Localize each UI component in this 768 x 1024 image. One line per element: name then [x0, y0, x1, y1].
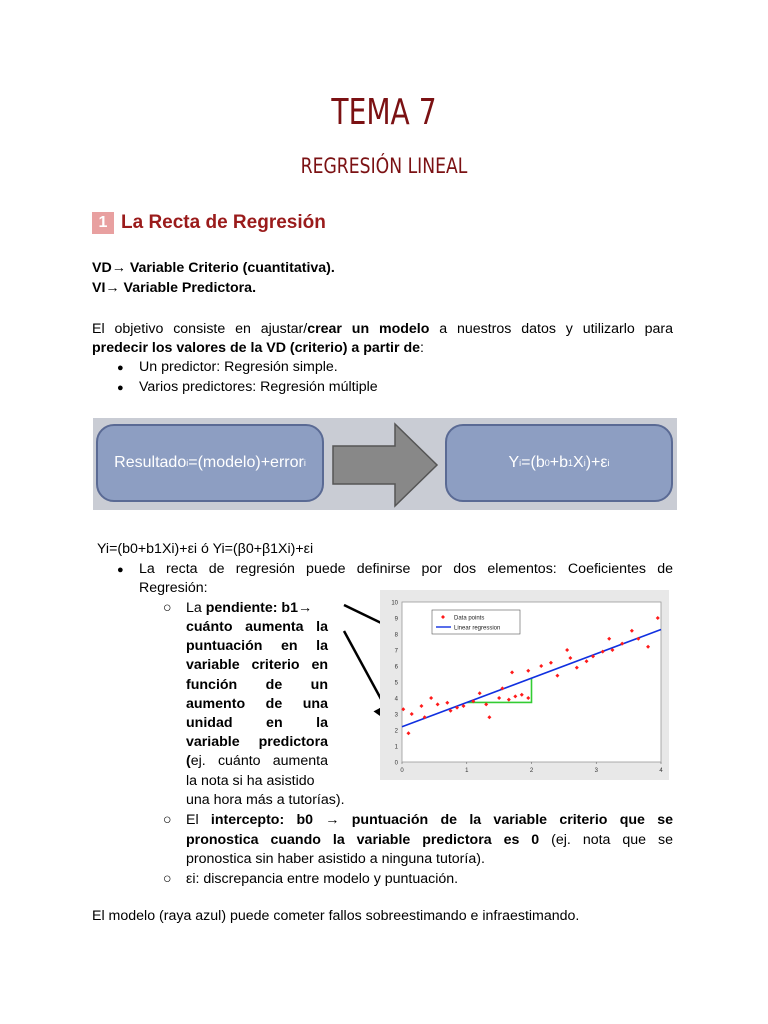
slope-line: aumento de una: [186, 695, 328, 712]
x-tick-label: 2: [529, 768, 534, 774]
x-tick-label: 0: [400, 768, 404, 774]
slope-example-1: (ej. cuánto aumenta: [186, 753, 328, 770]
recta-line-1: ● La recta de regresión puede definirse por dos elementos: Coeficientes de: [139, 560, 673, 579]
model-box-right: Y i =(b 0 +b 1 X i )+ε i: [445, 424, 673, 502]
y-tick-label: 0: [394, 760, 398, 767]
y-tick-label: 3: [394, 712, 398, 719]
legend-label: Data points: [454, 615, 485, 622]
objective-line-1: El objetivo consiste en ajustar/crear un modelo a nuestros datos y utilizarlo para: [92, 321, 673, 337]
y-tick-label: 6: [394, 664, 398, 671]
x-tick-label: 1: [465, 768, 469, 774]
final-line: El modelo (raya azul) puede cometer fallos sobreestimando e infraestimando.: [92, 908, 580, 924]
slope-line: cuánto aumenta la: [186, 619, 328, 635]
slope-example-2: la nota si ha asistido: [186, 772, 315, 789]
formula-line: Yi=(b0+b1Xi)+εi ó Yi=(β0+β1Xi)+εi: [97, 541, 314, 557]
x-tick-label: 4: [659, 768, 663, 774]
intercept-line-2: pronostica cuando la variable predictora es 0 (ej. nota que se: [186, 832, 673, 848]
model-banner: [93, 418, 677, 510]
chart-svg: [380, 590, 669, 780]
section-number: 1: [92, 212, 114, 234]
intercept-line-3: pronostica sin haber asistido a ninguna tutoría).: [186, 851, 485, 867]
legend-label: Linear regression: [454, 625, 501, 632]
slope-line-1: ○ La pendiente: b1→: [186, 599, 312, 618]
y-tick-label: 9: [394, 616, 398, 623]
y-tick-label: 5: [394, 680, 398, 687]
objective-line-2: predecir los valores de la VD (criterio) a partir de:: [92, 340, 424, 356]
y-tick-label: 8: [394, 632, 398, 639]
error-line: ○ εi: discrepancia entre modelo y puntuación.: [186, 870, 458, 889]
slope-example-3: una hora más a tutorías).: [186, 792, 345, 808]
slope-line: unidad en la: [186, 715, 328, 732]
y-tick-label: 4: [394, 696, 398, 703]
right-arrow-icon: [331, 422, 441, 508]
recta-line-2: Regresión:: [139, 580, 208, 596]
slope-line: puntuación en la: [186, 638, 328, 655]
y-tick-label: 7: [394, 648, 398, 655]
slope-line: función de un: [186, 676, 328, 693]
section-heading: [92, 212, 326, 234]
vi-line: VI→ Variable Predictora.: [92, 280, 257, 296]
x-tick-label: 3: [594, 768, 598, 774]
slope-block: [186, 618, 328, 791]
y-tick-label: 10: [391, 600, 398, 607]
y-tick-label: 1: [394, 744, 398, 751]
y-tick-label: 2: [394, 728, 398, 735]
bullet-multiple: ● Varios predictores: Regresión múltiple: [139, 378, 378, 397]
intercept-line-1: ○ El intercepto: b0 → puntuación de la variable criterio que se: [186, 811, 673, 830]
slope-line: variable predictora: [186, 734, 328, 751]
section-title: La Recta de Regresión: [121, 212, 326, 233]
page-title: TEMA 7: [331, 92, 437, 133]
bullet-simple: ● Un predictor: Regresión simple.: [139, 358, 338, 377]
vd-line: VD→ Variable Criterio (cuantitativa).: [92, 260, 335, 276]
model-box-left: Resultado i =(modelo)+error i: [96, 424, 324, 502]
regression-chart: [380, 590, 669, 780]
page-subtitle: REGRESIÓN LINEAL: [300, 154, 468, 178]
slope-line: variable criterio en: [186, 657, 328, 674]
